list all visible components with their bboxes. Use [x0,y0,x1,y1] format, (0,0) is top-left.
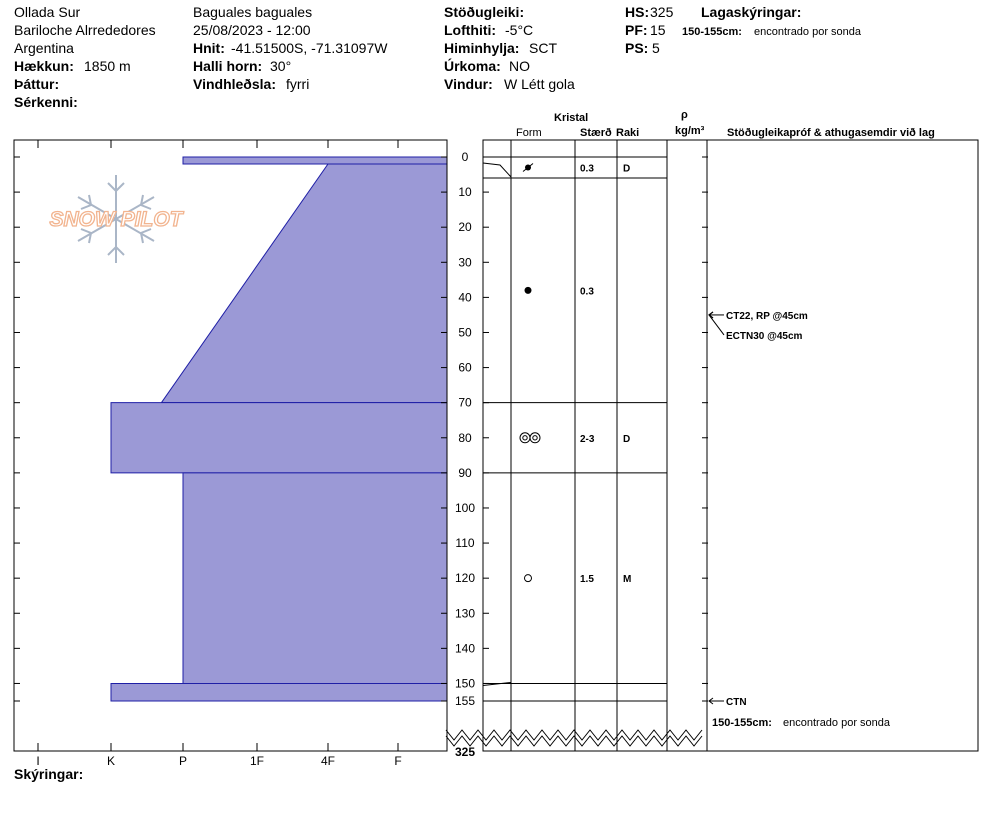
y-tick-label-130: 130 [454,606,476,621]
crystal-size-3: 1.5 [580,574,594,586]
ps-value: 5 [652,40,660,56]
coords-value: -41.51500S, -71.31097W [231,40,388,56]
x-tick-label-I: I [36,754,40,768]
snow-pilot-logo [50,175,185,263]
slope-value: 30° [270,58,292,74]
y-tick-label-10: 10 [458,185,472,200]
crystal-header: Kristal [554,112,589,124]
surface-connector [483,163,511,177]
logo-text: SNOW PILOT [49,208,183,231]
elevation-label: Hækkun: [14,58,74,74]
y-tick-label-155: 155 [454,694,476,708]
notes-label: Skýringar: [14,766,84,782]
ps-label: PS: [625,40,649,56]
crystal-form-icon-precipitation-particle [523,164,533,172]
pf-label: PF: [625,22,648,38]
x-tick-label-4F: 4F [320,754,336,768]
crystal-size-2: 2-3 [580,433,595,445]
elevation-value: 1850 m [84,58,131,74]
stability-label: Stöðugleiki: [444,4,525,20]
y-tick-label-90: 90 [458,465,472,480]
density-unit-header: kg/m³ [675,125,705,137]
moisture-0: D [623,163,631,175]
y-tick-label-120: 120 [454,571,476,586]
tests-header: Stöðugleikapróf & athugasemdir við lag [727,127,935,139]
crystal-form-icon-rounded-grain [525,575,532,582]
bottom-note-range: 150-155cm: [712,717,772,729]
y-tick-label-140: 140 [454,641,476,656]
wind-value: W Létt gola [504,76,575,92]
sky-value: SCT [529,40,557,56]
hardness-segment-1 [161,164,447,403]
stability-test-label-1-0: CTN [726,697,747,708]
country: Argentina [14,40,74,56]
crystal-form-icon-decomposing-fragment [525,287,532,294]
wind-label: Vindur: [444,76,493,92]
area: Bariloche Alrrededores [14,22,156,38]
bottom-note-text: encontrado por sonda [783,717,891,729]
air-temp-value: -5°C [505,22,534,38]
rho-header: ρ [681,109,688,121]
hardness-segment-2 [111,403,447,473]
crystal-size-0: 0.3 [580,163,594,175]
hardness-segment-4 [111,683,447,701]
moisture-header: Raki [616,127,640,139]
y-tick-label-80: 80 [458,430,472,445]
location: Ollada Sur [14,4,81,20]
y-tick-label-20: 20 [458,220,472,235]
y-tick-label-70: 70 [458,395,472,410]
size-header: Stærð [580,127,612,139]
y-tick-label-40: 40 [458,290,472,305]
precip-value: NO [509,58,530,74]
y-tick-label-100: 100 [454,500,476,515]
hs-label: HS: [625,4,650,20]
x-tick-label-K: K [106,754,116,768]
test-leader-0-1 [709,315,724,335]
aspect-label: Þáttur: [14,76,60,92]
hardness-segment-3 [183,473,447,684]
layer-table-frame [483,140,978,751]
y-tick-label-30: 30 [458,255,472,270]
moisture-3: M [623,574,632,586]
layer-notes-label: Lagaskýringar: [701,4,802,20]
stability-test-label-0-0: CT22, RP @45cm [726,310,808,322]
y-tick-label-total: 325 [454,745,476,759]
air-temp-label: Lofthiti: [444,22,497,38]
y-tick-label-110: 110 [455,536,475,551]
form-header: Form [516,127,542,139]
coords-label: Hnit: [193,40,225,56]
y-tick-label-60: 60 [458,360,472,375]
crystal-size-1: 0.3 [580,286,594,298]
x-tick-label-F: F [394,754,402,768]
wind-load-label: Vindhleðsla: [193,76,276,92]
x-tick-label-P: P [178,754,188,768]
wind-load-value: fyrri [286,76,310,92]
crystal-form-icon-depth-hoar [520,433,540,443]
scale-break-zigzag-1 [446,730,702,740]
sky-label: Himinhylja: [444,40,520,56]
moisture-2: D [623,433,631,445]
y-tick-label-50: 50 [458,325,472,340]
y-tick-label-150: 150 [454,676,476,691]
x-tick-label-1F: 1F [249,754,265,768]
slope-label: Halli horn: [193,58,263,74]
stability-test-label-0-1: ECTN30 @45cm [726,330,803,342]
precip-label: Úrkoma: [444,58,501,74]
datetime: 25/08/2023 - 12:00 [193,22,311,38]
pf-value: 15 [650,22,666,38]
y-tick-label-0: 0 [461,150,469,164]
hardness-segment-0 [183,157,447,164]
hs-value: 325 [650,4,674,20]
layer-note-range: 150-155cm: [682,26,742,38]
observers: Baguales baguales [193,4,313,20]
layer-note-text: encontrado por sonda [754,26,862,38]
features-label: Sérkenni: [14,94,78,110]
